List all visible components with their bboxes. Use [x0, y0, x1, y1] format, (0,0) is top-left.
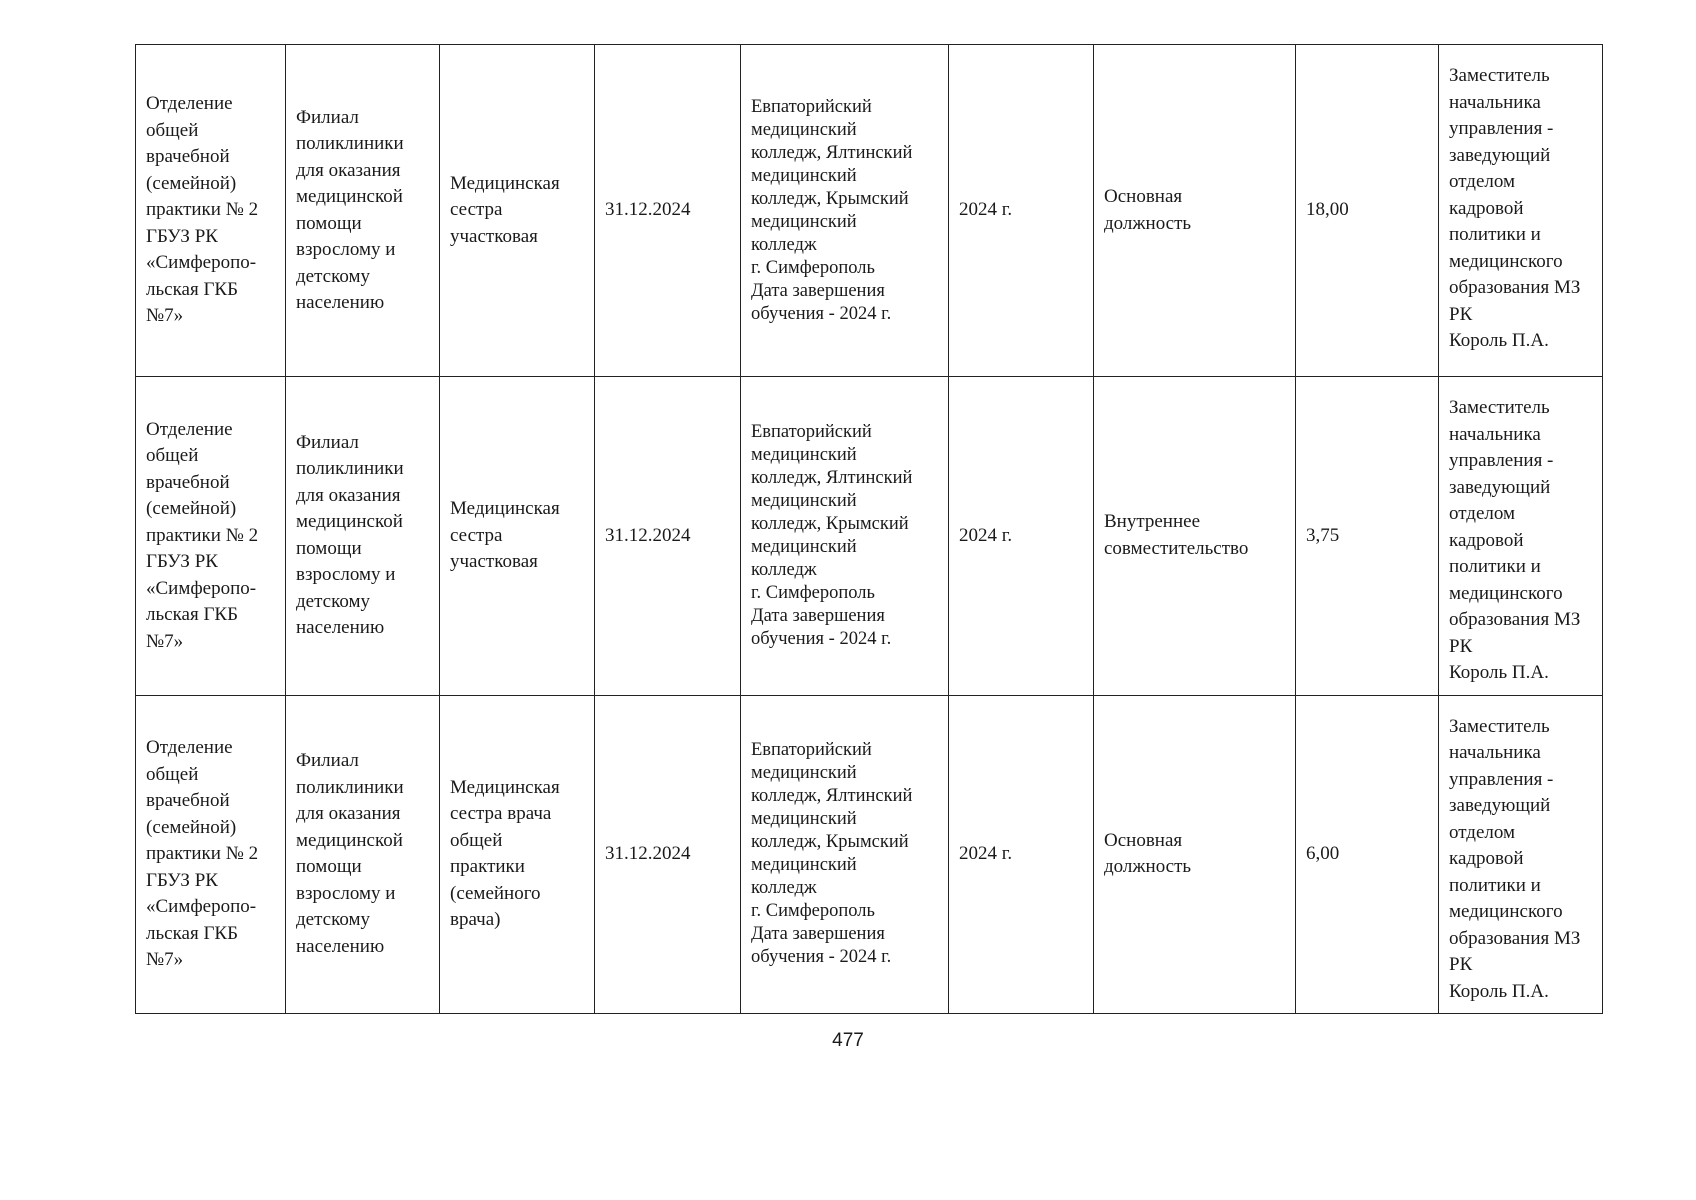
education-cell: Евпаторийский медицинский колледж, Ялтинский медицинский колледж, Крымский медицинский колледж г. Симферополь Дата завершения обучения - 2024 г. — [741, 695, 949, 1014]
table-row — [136, 695, 1603, 1014]
branch-cell: Филиал поликлиники для оказания медицинской помощи взрослому и детскому населению — [286, 695, 440, 1014]
table-row — [136, 377, 1603, 696]
rate-cell: 3,75 — [1296, 377, 1439, 696]
responsible-cell: Заместитель начальника управления - заведующий отделом кадровой политики и медицинского образования МЗ РК Король П.А. — [1439, 377, 1603, 696]
page-number: 477 — [832, 1030, 864, 1051]
responsible-cell: Заместитель начальника управления - заведующий отделом кадровой политики и медицинского образования МЗ РК Король П.А. — [1439, 45, 1603, 377]
table-row — [136, 45, 1603, 377]
unit-cell: Отделение общей врачебной (семейной) практики № 2 ГБУЗ РК «Симферопо- льская ГКБ №7» — [136, 695, 286, 1014]
responsible-cell: Заместитель начальника управления - заведующий отделом кадровой политики и медицинского образования МЗ РК Король П.А. — [1439, 695, 1603, 1014]
year-cell: 2024 г. — [949, 45, 1094, 377]
date-cell: 31.12.2024 — [595, 695, 741, 1014]
date-cell: 31.12.2024 — [595, 377, 741, 696]
date-cell: 31.12.2024 — [595, 45, 741, 377]
employment-cell: Основная должность — [1094, 45, 1296, 377]
branch-cell: Филиал поликлиники для оказания медицинской помощи взрослому и детскому населению — [286, 45, 440, 377]
education-cell: Евпаторийский медицинский колледж, Ялтинский медицинский колледж, Крымский медицинский колледж г. Симферополь Дата завершения обучения - 2024 г. — [741, 45, 949, 377]
rate-cell: 18,00 — [1296, 45, 1439, 377]
unit-cell: Отделение общей врачебной (семейной) практики № 2 ГБУЗ РК «Симферопо- льская ГКБ №7» — [136, 45, 286, 377]
year-cell: 2024 г. — [949, 695, 1094, 1014]
employment-cell: Внутреннее совместительство — [1094, 377, 1296, 696]
year-cell: 2024 г. — [949, 377, 1094, 696]
vacancy-table — [135, 44, 1603, 1014]
education-cell: Евпаторийский медицинский колледж, Ялтинский медицинский колледж, Крымский медицинский колледж г. Симферополь Дата завершения обучения - 2024 г. — [741, 377, 949, 696]
position-cell: Медицинская сестра участковая — [440, 45, 595, 377]
rate-cell: 6,00 — [1296, 695, 1439, 1014]
position-cell: Медицинская сестра участковая — [440, 377, 595, 696]
position-cell: Медицинская сестра врача общей практики (семейного врача) — [440, 695, 595, 1014]
branch-cell: Филиал поликлиники для оказания медицинской помощи взрослому и детскому населению — [286, 377, 440, 696]
employment-cell: Основная должность — [1094, 695, 1296, 1014]
unit-cell: Отделение общей врачебной (семейной) практики № 2 ГБУЗ РК «Симферопо- льская ГКБ №7» — [136, 377, 286, 696]
